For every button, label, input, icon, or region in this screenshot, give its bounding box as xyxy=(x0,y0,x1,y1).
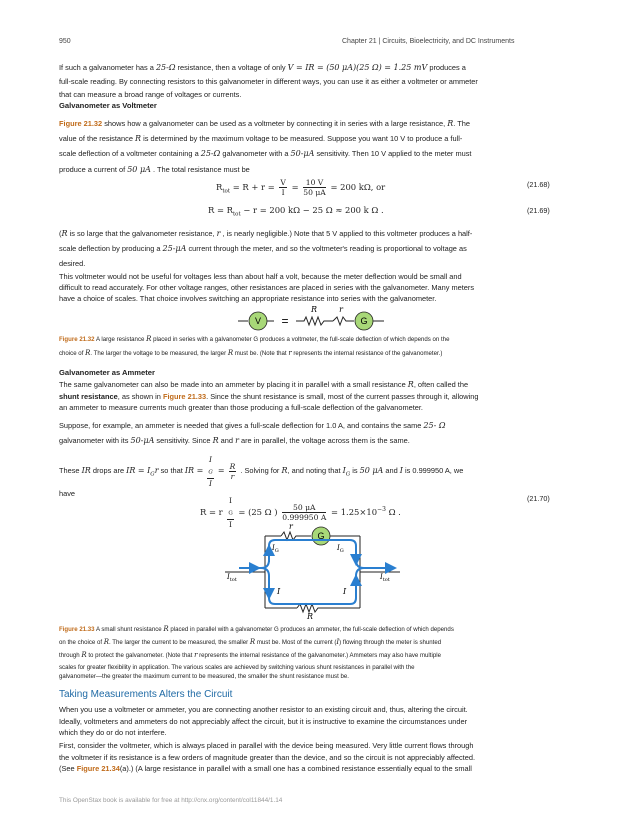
equation-21-68: $R_{tot} = R + r$ = $\frac{V}{I}$ = $\frac{10 V}{50 \mu A}$ = 200 kΩ, or xyxy=(216,178,386,197)
useful-paragraph: This voltmeter would not be useful for voltages less than about half a volt, because the meter deflection would be small and difficult to read accurately. For other voltage ranges, other resistances are placed in series with the galvanometer. Many meters have a choice of scales. That choice involves switching an appropriate resistance into series with the galvanometer. xyxy=(59,272,475,304)
equation-number: (21.70) xyxy=(527,494,550,503)
galvanometer-current-label-left: $I_G$ xyxy=(272,544,279,554)
total-current-label-left: $I_{tot}$ xyxy=(227,573,237,583)
large-resistor-label: R xyxy=(310,305,318,314)
large-resistor-symbol xyxy=(296,317,333,325)
equation-number: (21.68) xyxy=(527,180,550,189)
shunt-resistor-symbol xyxy=(297,604,360,612)
figure-21-33-link[interactable]: Figure 21.33 xyxy=(162,391,207,401)
equals-sign: = xyxy=(281,314,289,328)
page-number: 950 xyxy=(59,38,71,45)
galvanometer-current-label-right: $I_G$ xyxy=(337,544,344,554)
galvanometer-current-path xyxy=(239,540,390,568)
voltmeter-paragraph: Figure 21.32 shows how a galvanometer can be used as a voltmeter by connecting it in series with a large resistance, R. The value of the resistance R is determined by the maximum voltage to be measured. Suppose you want 10 V to produce a full- scale deflection of a voltmeter containing a 25-Ω galvanometer with a 50-μA sensitivity. Then 10 V applied to the meter must produce a current of 50 μA . The total resistance must be xyxy=(59,119,472,174)
internal-resistor-label: r xyxy=(289,522,293,531)
total-current-label-right: $I_{tot}$ xyxy=(380,573,390,583)
shunt-resistor-label: R xyxy=(307,612,314,620)
shunt-current-label-left: I xyxy=(277,587,281,596)
suppose-paragraph: Suppose, for example, an ammeter is needed that gives a full-scale deflection for 1.0 A, and contains the same 25- Ω galvanometer with its 50-μA sensitivity. Since R and r are in parallel, the voltage across them is the same. xyxy=(59,421,446,445)
chapter-title: Chapter 21 | Circuits, Bioelectricity, and DC Instruments xyxy=(342,38,515,45)
figure-21-33-caption: Figure 21.33 A small shunt resistance R placed in parallel with a galvanometer G produces an ammeter, the full-scale deflection of which depends on the choice of R. The larger the current to be measured, the smaller R must be. Most of the current (I) flowing through the meter is shunted through R to protect the galvanometer. (Note that r represents the internal resistance of the galvanometer.) Ammeters may also have multiple scales for greater flexibility in application. The various scales are achieved by switching various shunt resistances in parallel with the galvanometer—the greater the maximum current to be measured, the smaller the shunt resistance must be. xyxy=(59,625,454,680)
drops-paragraph: These IR drops are IR = $I_Gr$ so that IR = I $_G$ I = $\frac{R}{r}$ . Solving for R, and noting that $I_G$ is 50 μA and I is 0.999950 A, we have xyxy=(59,455,464,498)
intro-paragraph: If such a galvanometer has a 25-Ω resistance, then a voltage of only V = IR = (50 μA)(25 Ω) = 1.25 mV produces a full-scale reading. By connecting resistors to this galvanometer in different ways, you can use it as either a voltmeter or ammeter that can measure a broad range of voltages or currents. xyxy=(59,63,478,99)
figure-21-32-caption: Figure 21.32 A large resistance R placed in series with a galvanometer G produces a voltmeter, the full-scale deflection of which depends on the choice of R. The larger the voltage to be measured, the larger R must be. (Note that r represents the internal resistance of the galvanometer.) xyxy=(59,335,450,357)
measurement-paragraph: When you use a voltmeter or ammeter, you are connecting another resistor to an existing circuit and, thus, altering the circuit. Ideally, voltmeters and ammeters do not appreciably affect the circuit, but it is instructive to examine the circumstances under which they do or do not interfere. xyxy=(59,705,468,737)
voltmeter-effect-paragraph: First, consider the voltmeter, which is always placed in parallel with the device being measured. Very little current flows through the voltmeter if its resistance is a few orders of magnitude greater than the device, and so the circuit is not appreciably affected. (See Figure 21.34(a).) (A large resistance in parallel with a small one has a combined resistance essentially equal to the small xyxy=(59,741,476,773)
ammeter-heading: Galvanometer as Ammeter xyxy=(59,368,155,377)
ammeter-circuit-diagram xyxy=(225,522,400,620)
voltmeter-circuit-diagram xyxy=(238,302,388,334)
footer: This OpenStax book is available for free at http://cnx.org/content/col11844/1.14 xyxy=(59,797,283,804)
ammeter-paragraph: The same galvanometer can also be made into an ammeter by placing it in parallel with a small resistance R, often called the shunt resistance, as shown in Figure 21.33. Since the shunt resistance is small, most of the current passes through it, allowing an ammeter to measure currents much greater than those producing a full-scale deflection of the galvanometer. xyxy=(59,380,479,412)
figure-21-32-link[interactable]: Figure 21.32 xyxy=(59,119,103,128)
galvanometer-label: G xyxy=(317,531,325,541)
figure-21-34-link[interactable]: Figure 21.34 xyxy=(76,764,120,773)
internal-resistor-symbol xyxy=(333,317,354,325)
equation-number: (21.69) xyxy=(527,206,550,215)
equation-21-69: $R = R_{tot} - r = 200$ kΩ − 25 Ω ≈ 200 k Ω . xyxy=(208,205,384,218)
section-heading: Taking Measurements Alters the Circuit xyxy=(59,689,233,700)
voltmeter-heading: Galvanometer as Voltmeter xyxy=(59,101,157,110)
negligible-paragraph: (R is so large that the galvanometer resistance, r , is nearly negligible.) Note that 5 V applied to this voltmeter produces a half- scale deflection by producing a 25-μA current through the meter, and so the voltmeter's reading is proportional to voltage as desired. xyxy=(59,229,473,269)
shunt-current-path xyxy=(261,568,364,604)
voltmeter-label: V xyxy=(254,316,262,326)
galvanometer-label: G xyxy=(360,316,368,326)
internal-resistor-label: r xyxy=(339,305,343,314)
internal-resistor-symbol xyxy=(281,532,311,540)
equation-21-70: R = r I $_G$ I = (25 Ω ) $\frac{50 \mu A}{0.999950 A}$ = $1.25\times 10^{-3}$ Ω . xyxy=(200,496,401,529)
shunt-current-label-right: I xyxy=(343,587,347,596)
